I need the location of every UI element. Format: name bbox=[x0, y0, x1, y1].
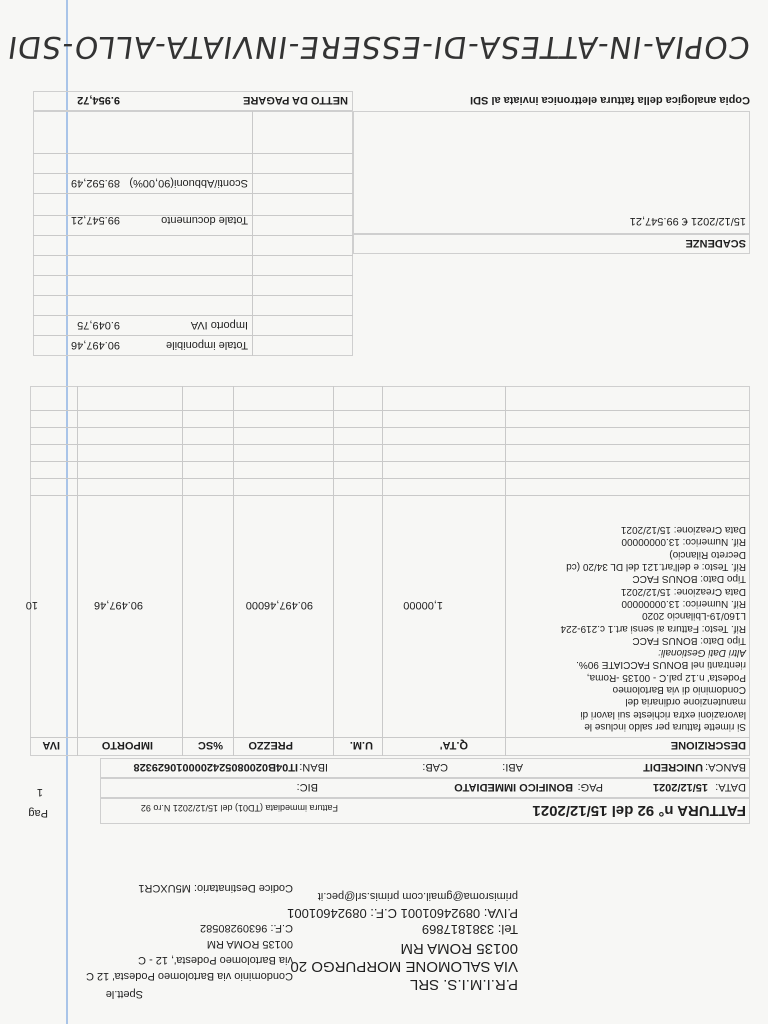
item-qty: 1,00000 bbox=[403, 599, 443, 611]
col-rule bbox=[77, 386, 78, 756]
scadenze-label: SCADENZE bbox=[685, 237, 746, 249]
netto-label: NETTO DA PAGARE bbox=[243, 94, 348, 106]
totals-rule bbox=[33, 295, 353, 296]
col-um: U.M. bbox=[349, 739, 373, 751]
banca-value: UNICREDIT bbox=[643, 761, 703, 773]
bic-label: BIC: bbox=[296, 781, 318, 793]
handwritten-note: COPIA-IN-ATTESA-DI-ESSERE-INVIATA-ALLO-SDI bbox=[4, 29, 753, 64]
col-rule bbox=[505, 386, 506, 756]
iban-label: IBAN: bbox=[299, 761, 328, 773]
row-rule bbox=[30, 410, 750, 411]
description-line: Rif. Numerico: 13.00000000 bbox=[621, 536, 746, 548]
imponibile-value: 90.497,46 bbox=[71, 339, 120, 351]
col-qty: Q.TA' bbox=[439, 739, 468, 751]
row-rule bbox=[30, 461, 750, 462]
description-line: Podesta' n.12 pal.C - 00135 -Roma, bbox=[586, 671, 746, 683]
col-description: DESCRIZIONE bbox=[670, 739, 746, 751]
page-number: 1 bbox=[36, 786, 43, 798]
banca-label: BANCA: bbox=[705, 761, 746, 773]
totals-rule bbox=[33, 173, 353, 174]
description-line: Data Creazione: 15/12/2021 bbox=[620, 585, 746, 597]
invoice-title: FATTURA n° 92 del 15/12/2021 bbox=[532, 802, 746, 819]
description-line: Data Creazione: 15/12/2021 bbox=[620, 524, 746, 536]
pag-method-value: BONIFICO IMMEDIATO bbox=[454, 781, 573, 793]
col-rule bbox=[382, 386, 383, 756]
documento-value: 99.547,21 bbox=[71, 214, 120, 226]
totals-col-rule bbox=[252, 111, 253, 356]
totals-rule bbox=[33, 193, 353, 194]
description-line: Tipo Dato: BONUS FACC bbox=[632, 634, 746, 646]
sender-piva: P.IVA: 08924601001 C.F.: 08924601001 bbox=[287, 906, 518, 921]
row-rule bbox=[30, 495, 750, 496]
totals-rule bbox=[33, 235, 353, 236]
sender-name: P.R.I.M.I.S. SRL bbox=[409, 976, 518, 993]
description-line: Tipo Dato: BONUS FACC bbox=[632, 573, 746, 585]
netto-value: 9.954,72 bbox=[77, 94, 120, 106]
scadenza-value: 15/12/2021 € 99.547,21 bbox=[629, 215, 746, 227]
description-line: rientranti nel BONUS FACCIATE 90%. bbox=[576, 659, 746, 671]
page-label: Pag bbox=[28, 807, 48, 819]
description-line: Decreto Rilancio) bbox=[669, 548, 746, 560]
recipient-dest-code: Codice Destinatario: M5UXCR1 bbox=[138, 882, 293, 894]
sender-email: primisroma@gmail.com primis.srl@pec.it bbox=[317, 890, 518, 902]
description-line: L160/19-Lbilancio 2020 bbox=[642, 610, 746, 622]
item-price: 90.497,46000 bbox=[245, 599, 313, 611]
item-iva: 10 bbox=[25, 599, 38, 611]
totals-rule bbox=[33, 153, 353, 154]
iva-value: 9.049,75 bbox=[77, 319, 120, 331]
col-price: PREZZO bbox=[248, 739, 293, 751]
iva-label: Importo IVA bbox=[190, 319, 248, 331]
invoice-subtitle: Fattura immediata (TD01) del 15/12/2021 N.ro 92 bbox=[140, 803, 338, 813]
col-sc: %SC bbox=[197, 739, 223, 751]
totals-rule bbox=[33, 275, 353, 276]
sconti-value: 89.592,49 bbox=[71, 177, 120, 189]
description-line: manutenzione ordinaria del bbox=[625, 696, 746, 708]
col-rule bbox=[233, 386, 234, 756]
row-rule bbox=[30, 478, 750, 479]
header-rule bbox=[30, 737, 750, 738]
description-line: Si rimette fattura per saldo incluse le bbox=[584, 721, 746, 732]
col-iva: IVA bbox=[42, 739, 60, 751]
cab-label: CAB: bbox=[422, 761, 448, 773]
row-rule bbox=[30, 444, 750, 445]
data-value: 15/12/2021 bbox=[652, 781, 708, 793]
sconti-label: Sconti/Abbuoni(90,00%) bbox=[129, 177, 248, 189]
recipient-cf: C.F.: 96309280582 bbox=[200, 922, 293, 934]
row-rule bbox=[30, 427, 750, 428]
recipient-street: via Bartolomeo Podesta', 12 - C bbox=[138, 954, 293, 966]
recipient-city: 00135 ROMA RM bbox=[206, 938, 293, 950]
col-amount: IMPORTO bbox=[101, 739, 153, 751]
recipient-label: Spett.le bbox=[105, 988, 143, 1000]
recipient-name: Condominio via Bartolomeo Podesta' 12 C bbox=[86, 970, 293, 982]
iban-value: IT04B0200805242000010629328 bbox=[133, 761, 298, 773]
description-line: Rif. Testo: e dell'art.121 del DL 34/20 (cd bbox=[566, 561, 746, 573]
description-line: Condominio di via Bartolomeo bbox=[612, 684, 746, 696]
sender-tel: Tel: 3381817869 bbox=[421, 922, 518, 937]
description-line: Rif. Numerico: 13.00000000 bbox=[621, 598, 746, 609]
documento-label: Totale documento bbox=[161, 214, 248, 226]
totals-rule bbox=[33, 335, 353, 336]
description-line: Altri Dati Gestionali: bbox=[658, 647, 746, 659]
pag-method-label: PAG: bbox=[577, 781, 603, 793]
abi-label: ABI: bbox=[502, 761, 523, 773]
col-rule bbox=[333, 386, 334, 756]
sender-city: 00135 ROMA RM bbox=[400, 940, 518, 957]
footer-note: Copia analogica della fattura elettronica inviata al SDI bbox=[470, 94, 750, 106]
data-label: DATA: bbox=[715, 781, 746, 793]
sender-address: VIA SALOMONE MORPURGO 20 bbox=[290, 958, 518, 975]
totals-rule bbox=[33, 255, 353, 256]
totals-rule bbox=[33, 315, 353, 316]
imponibile-label: Totale imponibile bbox=[166, 339, 248, 351]
item-amount: 90.497,46 bbox=[94, 599, 143, 611]
col-rule bbox=[182, 386, 183, 756]
description-line: lavorazioni extra richieste sui lavori di bbox=[580, 708, 746, 720]
description-line: Rif. Testo: Fattura ai sensi art.1 c.219-224 bbox=[560, 622, 746, 634]
